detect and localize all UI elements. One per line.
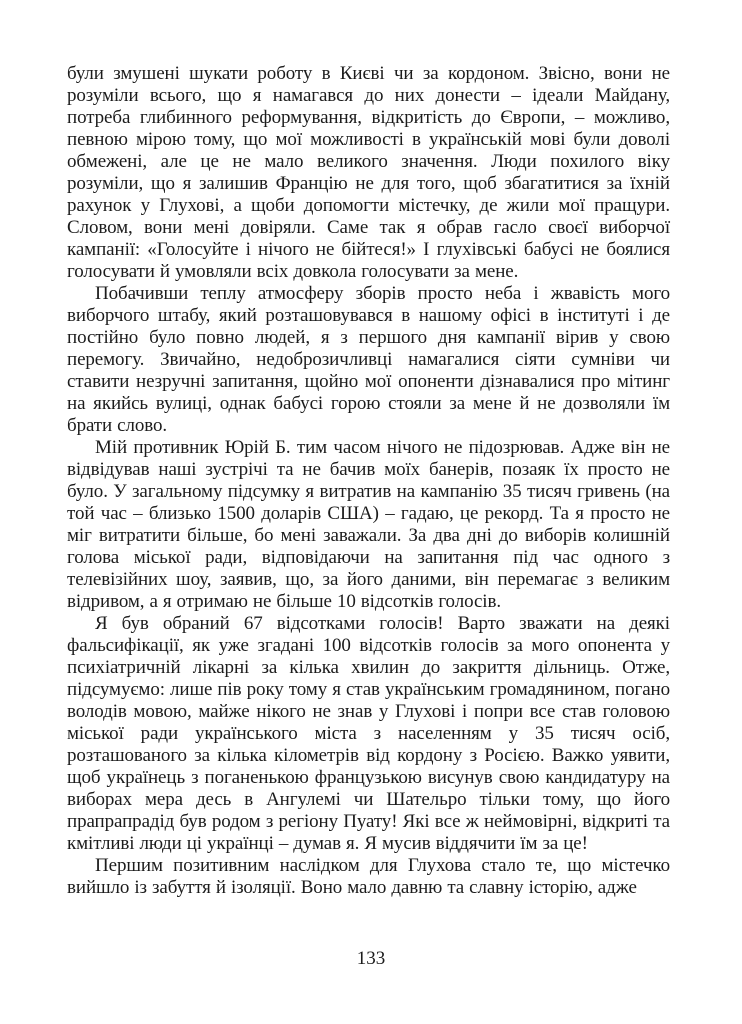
body-paragraph: Мій противник Юрій Б. тим часом нічого не підозрював. Адже він не відвідував наші зустрічі та не бачив моїх банерів, позаяк їх просто не було. У загальному підсумку я витратив на кампанію 35 тисяч гривень (на той час – близько 1500 доларів США) – гадаю, це рекорд. Та я просто не міг витратити більше, бо мені заважали. За два дні до виборів колишній голова міської ради, відповідаючи на запитання під час одного з телевізійних шоу, заявив, що, за його даними, він перемагає з великим відривом, а я отримаю не більше 10 відсотків голосів.: [67, 437, 670, 612]
body-paragraph: Я був обраний 67 відсотками голосів! Варто зважати на деякі фальсифікації, як уже згадані 100 відсотків голосів за мого опонента у психіатричній лікарні за кілька хвилин до закриття дільниць. Отже, підсумуємо: лише пів року тому я став українським громадянином, погано володів мовою, майже нікого не знав у Глухові і попри все став головою міської ради українського міста з населенням у 35 тисяч осіб, розташованого за кілька кілометрів від кордону з Росією. Важко уявити, щоб українець з поганенькою французькою висунув свою кандидатуру на виборах мера десь в Ангулемі чи Шательро тільки тому, що його прапрапрадід був родом з регіону Пуату! Які все ж неймовірні, відкриті та кмітливі люди ці українці – думав я. Я мусив віддячити їм за це!: [67, 613, 670, 854]
page-text-block: [67, 63, 670, 899]
body-paragraph: Побачивши теплу атмосферу зборів просто неба і жвавість мого виборчого штабу, який розташовувався в нашому офісі в інституті і де постійно було повно людей, я з першого дня кампанії вірив у свою перемогу. Звичайно, недоброзичливці намагалися сіяти сумніви чи ставити незручні запитання, щойно мої опоненти дізнавалися про мітинг на якийсь вулиці, однак бабусі горою стояли за мене й не дозволяли їм брати слово.: [67, 283, 670, 436]
body-paragraph: Першим позитивним наслідком для Глухова стало те, що містечко вийшло із забуття й ізоляції. Воно мало давню та славну історію, адже: [67, 855, 670, 898]
page-number: 133: [356, 948, 386, 969]
body-paragraph-continuation: були змушені шукати роботу в Києві чи за кордоном. Звісно, вони не розуміли всього, що я намагався до них донести – ідеали Майдану, потреба глибинного реформування, відкритість до Європи, – можливо, певною мірою тому, що мої можливості в українській мові були доволі обмежені, але це не мало великого значення. Люди похилого віку розуміли, що я залишив Францію не для того, щоб збагатитися за їхній рахунок у Глухові, а щоби допомогти містечку, де жили мої пращури. Словом, вони мені довіряли. Саме так я обрав гасло своєї виборчої кампанії: «Голосуйте і нічого не бійтеся!» І глухівські бабусі не боялися голосувати й умовляли всіх довкола голосувати за мене.: [67, 63, 670, 282]
